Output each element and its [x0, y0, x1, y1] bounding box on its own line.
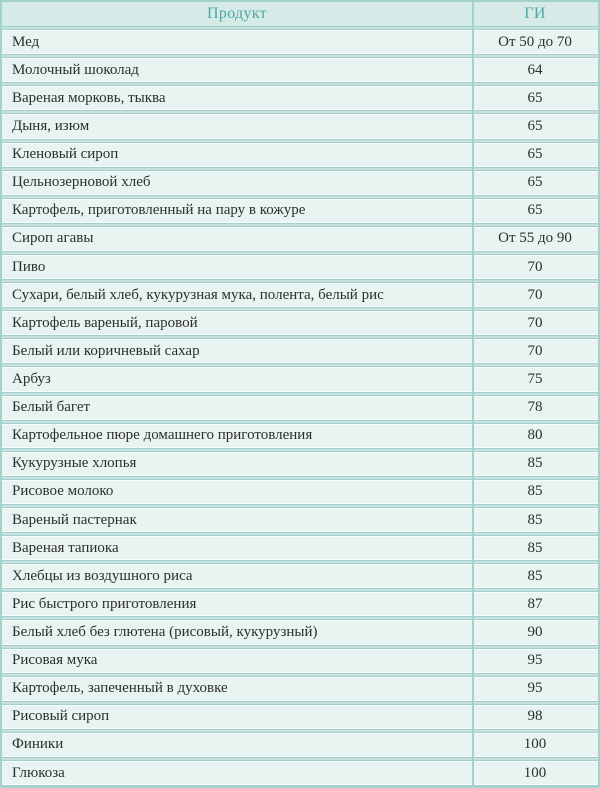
table-row — [2, 366, 598, 392]
product-cell: Сухари, белый хлеб, кукурузная мука, полента, белый рис — [12, 287, 384, 303]
table-row — [2, 226, 598, 252]
product-cell: Кукурузные хлопья — [12, 456, 137, 472]
product-cell: Рисовый сироп — [12, 709, 110, 725]
product-cell: Вареная морковь, тыква — [12, 90, 166, 106]
product-cell: Рис быстрого приготовления — [12, 596, 197, 612]
table-row — [2, 760, 598, 786]
column-header-gi: ГИ — [524, 5, 546, 23]
product-cell: Вареный пастернак — [12, 512, 137, 528]
product-cell: Вареная тапиока — [12, 540, 119, 556]
table-row — [2, 338, 598, 364]
table-row — [2, 254, 598, 280]
gi-cell: 70 — [527, 314, 543, 331]
table-row — [2, 479, 598, 505]
gi-cell: 65 — [527, 202, 543, 219]
table-row — [2, 198, 598, 224]
gi-cell: 65 — [527, 89, 543, 106]
product-cell: Хлебцы из воздушного риса — [12, 568, 193, 584]
gi-cell: 65 — [527, 174, 543, 191]
gi-cell: 78 — [527, 399, 543, 416]
gi-cell: 87 — [527, 595, 543, 612]
table-row — [2, 142, 598, 168]
gi-cell: 70 — [527, 258, 543, 275]
product-cell: Белый багет — [12, 400, 91, 416]
gi-cell: 80 — [527, 427, 543, 444]
product-cell: Молочный шоколад — [12, 62, 139, 78]
gi-cell: 85 — [527, 455, 543, 472]
table-row — [2, 29, 598, 55]
product-cell: Белый или коричневый сахар — [12, 343, 200, 359]
table-header-row — [2, 2, 598, 27]
table-row — [2, 310, 598, 336]
table-row — [2, 732, 598, 758]
gi-cell: 98 — [527, 708, 543, 725]
product-cell: Рисовая мука — [12, 653, 98, 669]
product-cell: Финики — [12, 737, 64, 753]
gi-cell: 65 — [527, 117, 543, 134]
table-row — [2, 591, 598, 617]
gi-cell: От 50 до 70 — [498, 33, 572, 50]
product-cell: Дыня, изюм — [12, 118, 90, 134]
table-row — [2, 704, 598, 730]
gi-cell: 85 — [527, 511, 543, 528]
table-row — [2, 85, 598, 111]
gi-cell: От 55 до 90 — [498, 230, 572, 247]
table-row — [2, 451, 598, 477]
product-cell: Кленовый сироп — [12, 147, 119, 163]
gi-cell: 100 — [523, 764, 547, 781]
table-row — [2, 563, 598, 589]
table-row — [2, 676, 598, 702]
gi-cell: 70 — [527, 342, 543, 359]
product-cell: Пиво — [12, 259, 46, 275]
gi-cell: 85 — [527, 567, 543, 584]
table-row — [2, 282, 598, 308]
gi-cell: 65 — [527, 146, 543, 163]
gi-cell: 100 — [523, 736, 547, 753]
gi-cell: 64 — [527, 61, 543, 78]
gi-cell: 85 — [527, 483, 543, 500]
column-divider — [472, 2, 474, 786]
table-row — [2, 619, 598, 645]
table-row — [2, 507, 598, 533]
column-header-product: Продукт — [207, 6, 267, 23]
table-row — [2, 395, 598, 421]
product-cell: Глюкоза — [12, 765, 65, 781]
gi-cell: 75 — [527, 370, 543, 387]
gi-cell: 95 — [527, 680, 543, 697]
product-cell: Картофель, запеченный в духовке — [12, 681, 228, 697]
table-row — [2, 57, 598, 83]
gi-cell: 70 — [527, 286, 543, 303]
product-cell: Белый хлеб без глютена (рисовый, кукурузный) — [12, 624, 318, 640]
gi-cell: 95 — [527, 652, 543, 669]
table-row — [2, 170, 598, 196]
product-cell: Рисовое молоко — [12, 484, 114, 500]
table-row — [2, 535, 598, 561]
table-row — [2, 423, 598, 449]
product-cell: Картофель вареный, паровой — [12, 315, 198, 331]
product-cell: Сироп агавы — [12, 231, 94, 247]
product-cell: Цельнозерновой хлеб — [12, 175, 151, 191]
table-row — [2, 113, 598, 139]
gi-cell: 90 — [527, 623, 543, 640]
product-cell: Арбуз — [12, 371, 51, 387]
product-cell: Картофельное пюре домашнего приготовления — [12, 428, 313, 444]
gi-cell: 85 — [527, 539, 543, 556]
product-cell: Мед — [12, 34, 40, 50]
product-cell: Картофель, приготовленный на пару в кожуре — [12, 203, 306, 219]
table-row — [2, 648, 598, 674]
